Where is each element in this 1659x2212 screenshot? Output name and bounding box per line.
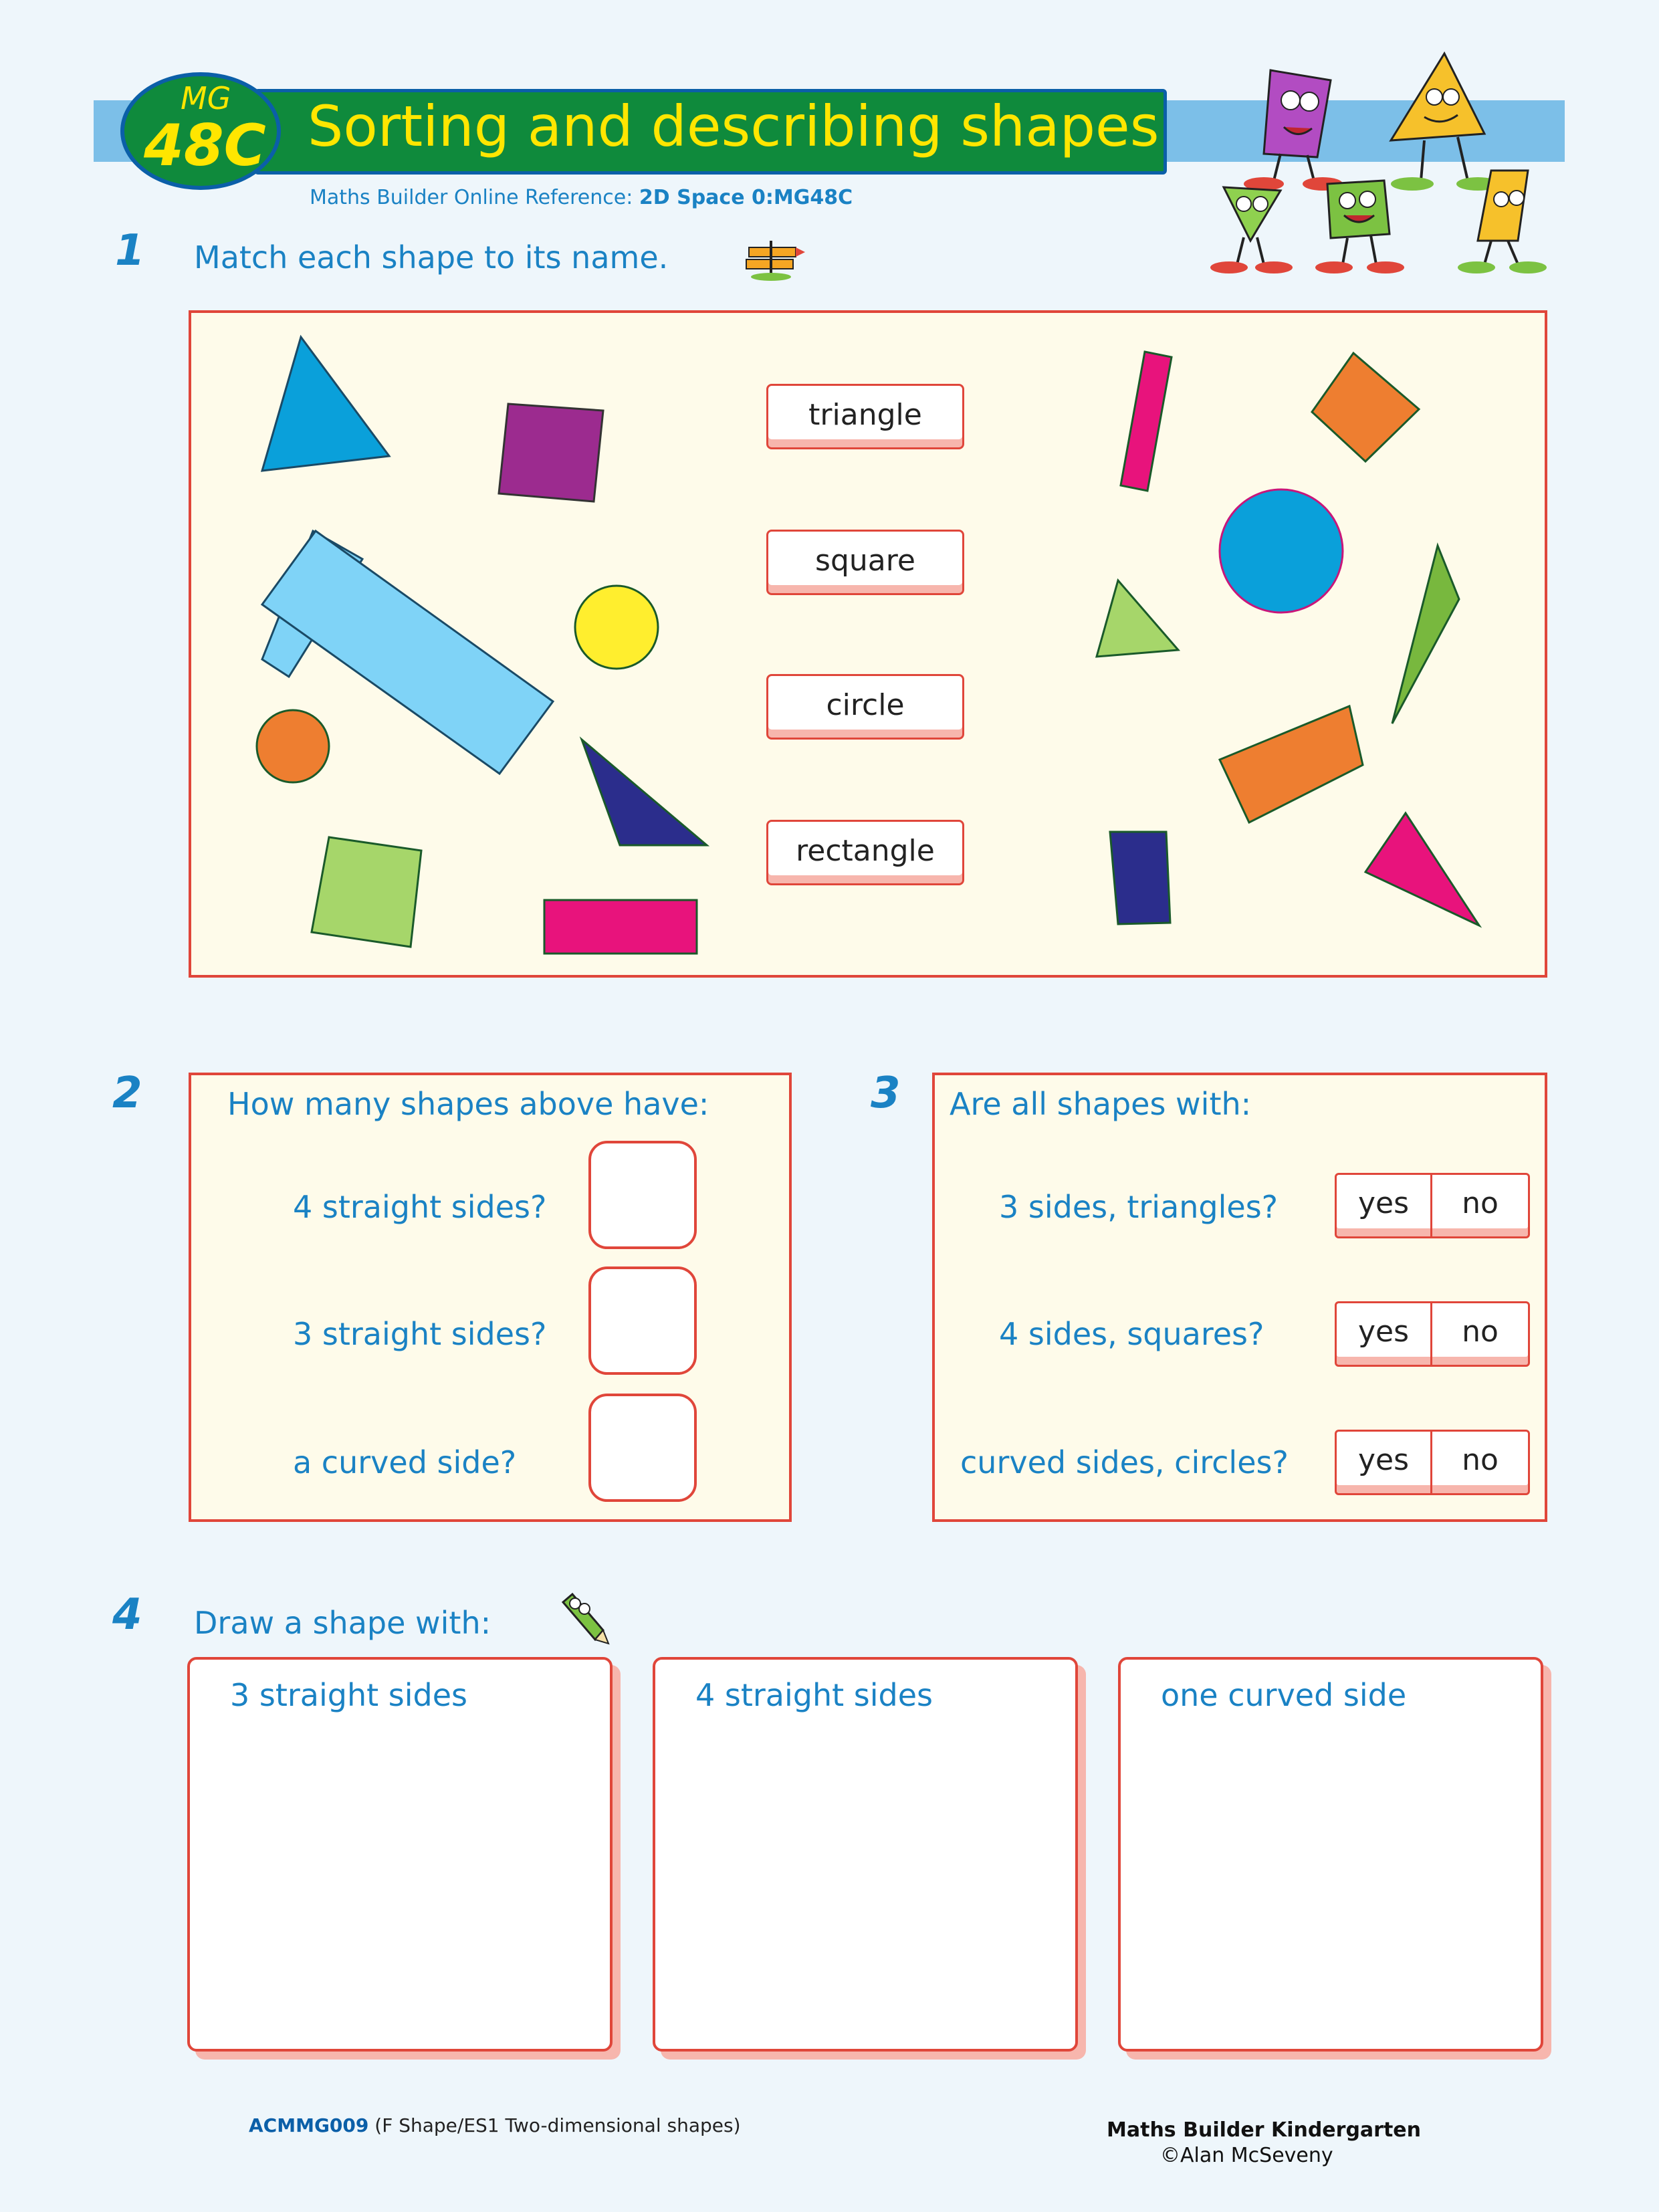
q2-item-curved-side: a curved side? (293, 1444, 517, 1480)
label-rectangle[interactable]: rectangle (766, 820, 964, 885)
pencil-icon (550, 1589, 610, 1645)
yes-no-triangles (1335, 1173, 1530, 1238)
footer-copyright: ©Alan McSeveny (1160, 2144, 1333, 2167)
draw-box-curved-side[interactable] (1118, 1657, 1543, 2052)
q3-item-triangles: 3 sides, triangles? (999, 1189, 1279, 1225)
square-purple (499, 404, 603, 502)
triangle-magenta (1365, 813, 1479, 925)
trapezium-mascot-icon (1244, 70, 1343, 191)
square-mascot-icon (1315, 181, 1404, 273)
circle-orange (257, 710, 329, 782)
yes-button[interactable]: yes (1337, 1175, 1432, 1236)
circle-blue (1220, 489, 1343, 613)
small-triangle-mascot-icon (1210, 187, 1293, 273)
q2-item-four-sides: 4 straight sides? (293, 1189, 547, 1225)
footer-curriculum (249, 2114, 741, 2136)
rectangle-navy (1110, 832, 1170, 924)
question-3-number: 3 (871, 1069, 901, 1118)
reference-value: 2D Space 0:MG48C (639, 186, 853, 209)
no-button[interactable]: no (1462, 1443, 1499, 1477)
draw-box-label: 4 straight sides (695, 1677, 933, 1713)
rectangle-pink-thin (1121, 352, 1172, 491)
answer-box-four-sides[interactable] (588, 1141, 697, 1249)
yes-no-squares (1335, 1301, 1530, 1367)
triangle-green-thin (1392, 546, 1459, 724)
no-button[interactable]: no (1462, 1315, 1499, 1349)
lesson-code-prefix: MG (181, 80, 231, 116)
question-1-number: 1 (115, 226, 145, 275)
question-3-heading: Are all shapes with: (950, 1086, 1252, 1122)
circle-yellow (575, 586, 658, 669)
answer-box-curved-side[interactable] (588, 1394, 697, 1502)
curriculum-code: ACMMG009 (249, 2114, 369, 2136)
shape-mascots-illustration (1164, 40, 1565, 281)
question-2-heading: How many shapes above have: (227, 1086, 709, 1122)
lesson-code: 48C (144, 112, 266, 179)
signpost-icon (741, 234, 808, 281)
draw-box-four-sides[interactable] (653, 1657, 1078, 2052)
footer-book-title: Maths Builder Kindergarten (1107, 2118, 1422, 2142)
answer-box-three-sides[interactable] (588, 1266, 697, 1375)
draw-box-label: 3 straight sides (230, 1677, 467, 1713)
q3-item-circles: curved sides, circles? (960, 1444, 1289, 1480)
square-orange (1312, 353, 1419, 461)
curriculum-description: (F Shape/ES1 Two-dimensional shapes) (374, 2114, 741, 2136)
question-1-instruction: Match each shape to its name. (194, 239, 669, 275)
yes-no-circles (1335, 1430, 1530, 1495)
triangle-blue (262, 337, 389, 471)
page-title: Sorting and describing shapes (308, 94, 1159, 159)
triangle-light-green (1097, 580, 1178, 657)
no-button[interactable]: no (1462, 1186, 1499, 1220)
label-triangle[interactable]: triangle (766, 384, 964, 449)
yes-button[interactable]: yes (1337, 1432, 1432, 1493)
online-reference (310, 186, 853, 209)
label-circle[interactable]: circle (766, 674, 964, 740)
draw-box-three-sides[interactable] (187, 1657, 613, 2052)
rectangle-pink (544, 900, 697, 954)
question-4-instruction: Draw a shape with: (194, 1605, 491, 1641)
q3-item-squares: 4 sides, squares? (999, 1316, 1264, 1352)
rectangle-orange (1220, 706, 1363, 822)
q2-item-three-sides: 3 straight sides? (293, 1316, 547, 1352)
reference-prefix: Maths Builder Online Reference: (310, 186, 633, 209)
square-green (312, 837, 421, 947)
label-square[interactable]: square (766, 530, 964, 595)
draw-box-label: one curved side (1161, 1677, 1407, 1713)
triangle-navy (582, 740, 707, 845)
question-2-number: 2 (112, 1069, 142, 1118)
yes-button[interactable]: yes (1337, 1303, 1432, 1365)
triangle-mascot-icon (1391, 53, 1499, 191)
question-4-number: 4 (112, 1590, 142, 1640)
